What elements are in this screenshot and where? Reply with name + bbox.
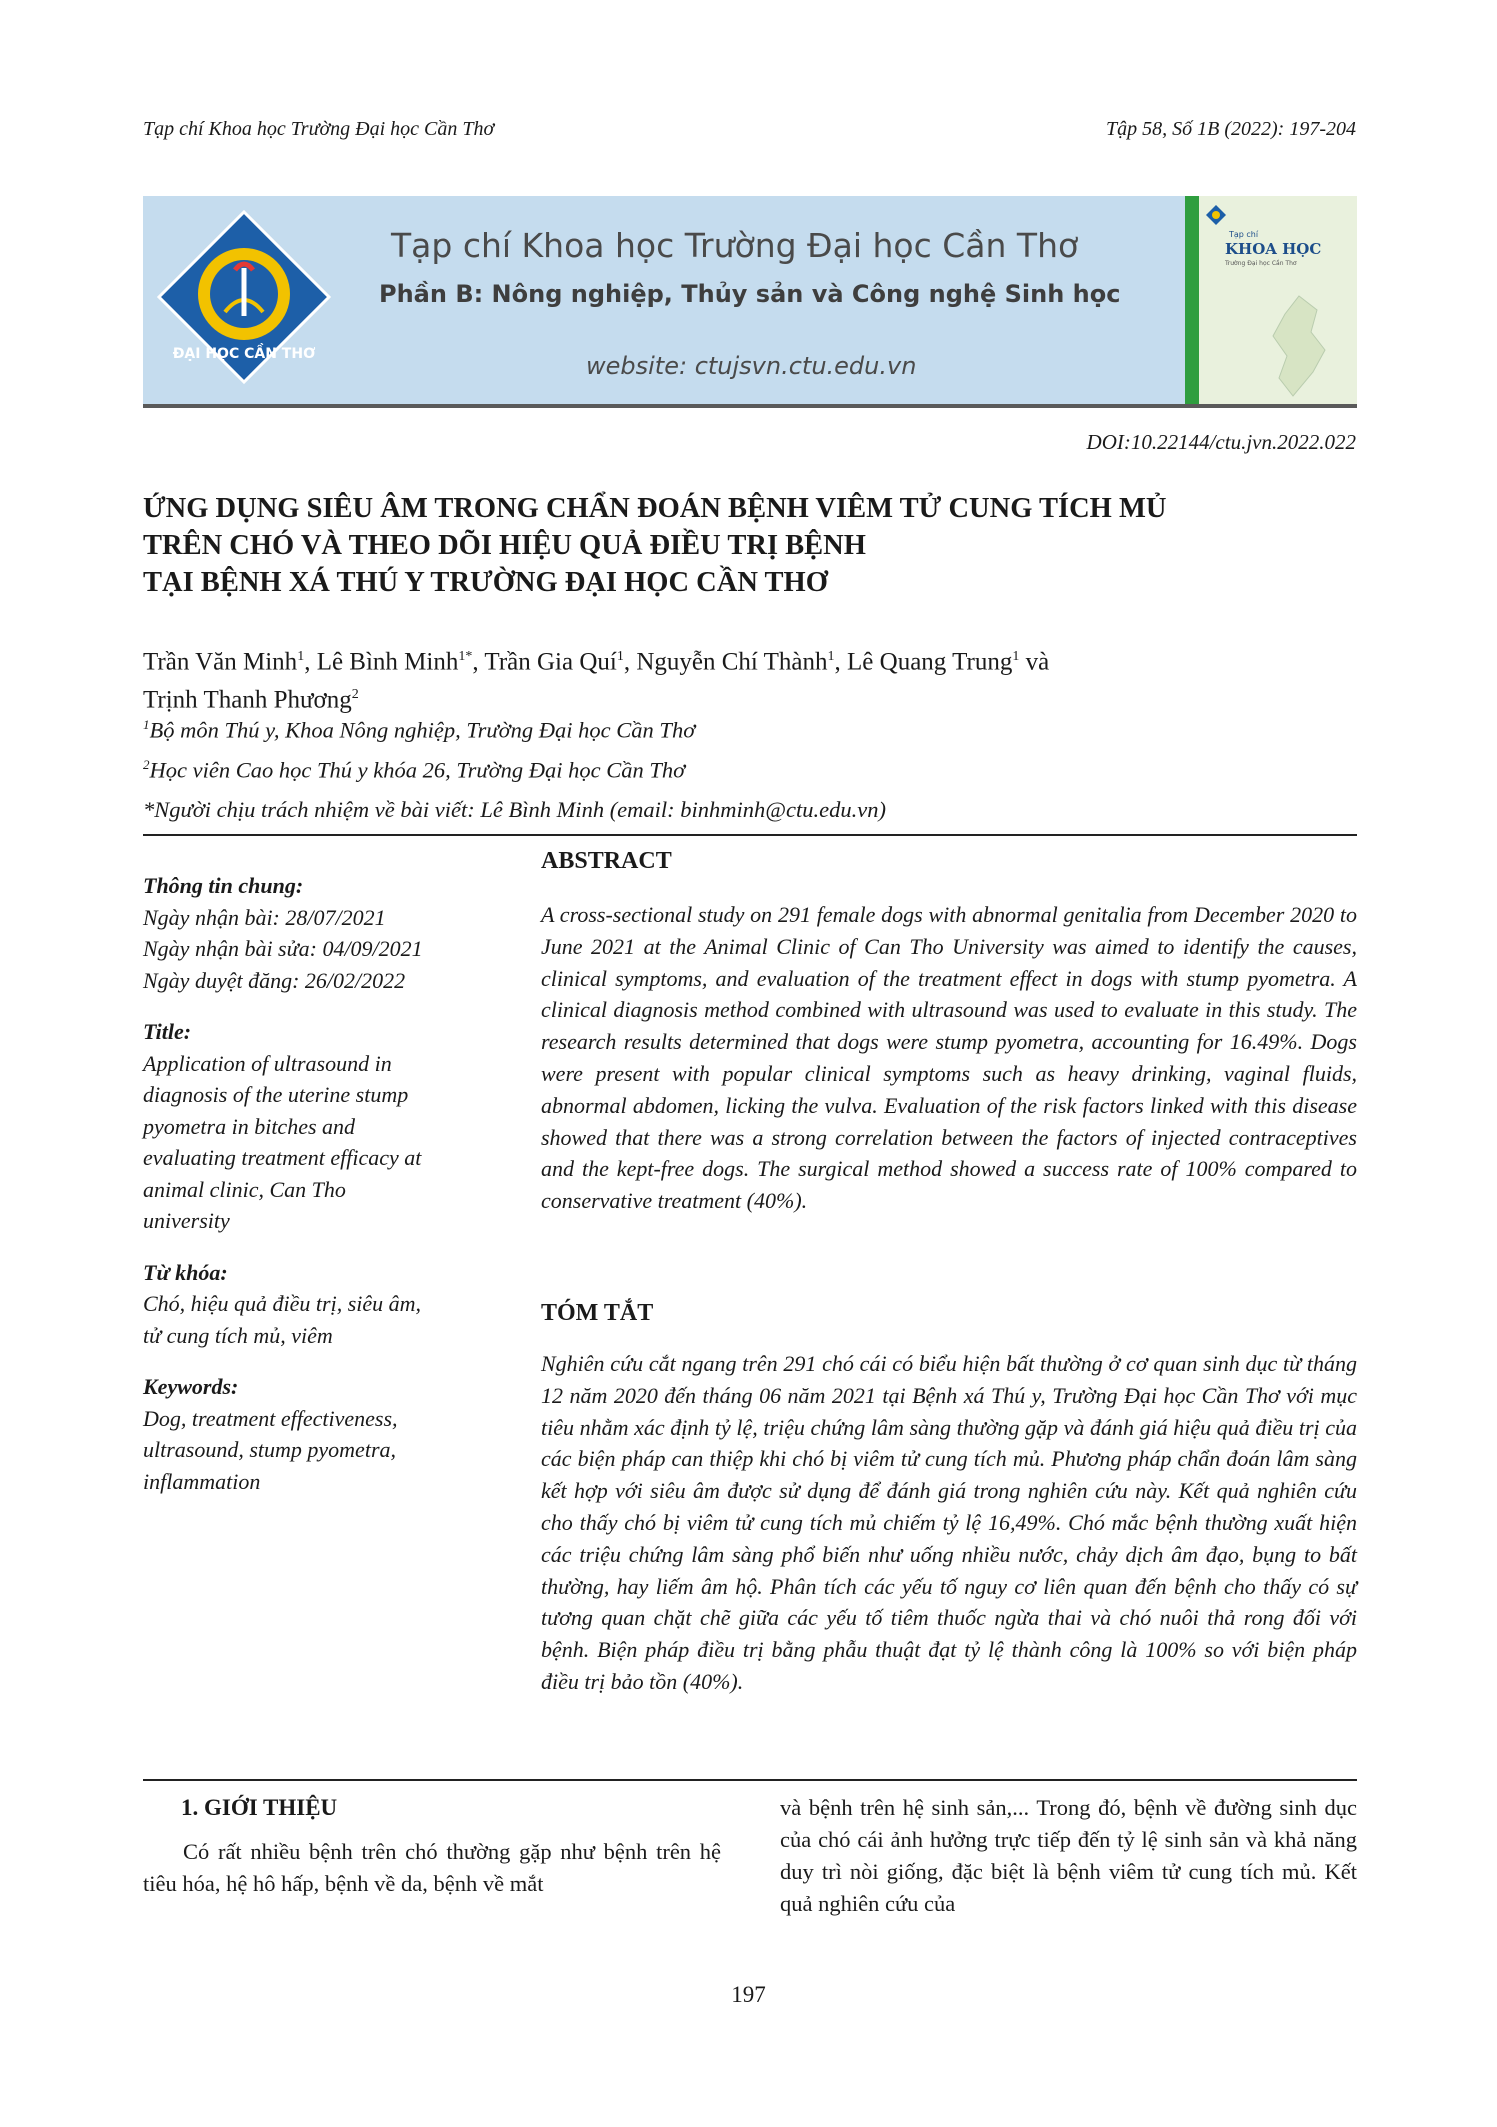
section-divider	[143, 1779, 1357, 1781]
affiliation-2	[143, 757, 685, 784]
vietnamese-abstract-heading: TÓM TẮT	[541, 1300, 654, 1326]
running-header-volume: Tập 58, Số 1B (2022): 197-204	[1106, 118, 1356, 140]
cover-title: KHOA HỌC	[1225, 240, 1322, 258]
accepted-date: Ngày duyệt đăng: 26/02/2022	[143, 967, 406, 993]
journal-banner	[143, 196, 1357, 408]
author-name: Trần Gia Quí	[484, 648, 617, 676]
cover-logo-icon	[1205, 204, 1227, 226]
journal-cover-thumbnail	[1199, 196, 1357, 404]
banner-website: website: ctujsvn.ctu.edu.vn	[586, 352, 917, 380]
info-heading: Thông tin chung:	[143, 873, 304, 898]
section-divider	[143, 834, 1357, 836]
author-affiliation-mark: 2	[351, 687, 359, 703]
author-affiliation-mark: 1*	[458, 649, 473, 664]
title-line: ỨNG DỤNG SIÊU ÂM TRONG CHẨN ĐOÁN BỆNH VIÊM TỬ CUNG TÍCH MỦ	[143, 493, 1167, 524]
english-title-heading: Title:	[143, 1019, 192, 1044]
cover-map-icon	[1259, 292, 1339, 400]
banner-title: Tạp chí Khoa học Trường Đại học Cần Thơ	[391, 226, 1079, 265]
corresponding-author: *Người chịu trách nhiệm về bài viết: Lê Bình Minh (email: binhminh@ctu.edu.vn)	[143, 797, 886, 822]
vietnamese-keywords-line: tử cung tích mủ, viêm	[143, 1322, 333, 1348]
abstract-text: A cross-sectional study on 291 female dogs with abnormal genitalia from December 2020 to June 2021 at the Animal Clinic of Can Tho University was aimed to identify the causes, clinical symptoms, and evaluation of the treatment effect in dogs with stump pyometra. A clinical diagnosis method combined with ultrasound was used to evaluate in this study. The research results determined that dogs were stump pyometra, accounting for 16.49%. Dogs were present with popular clinical symptoms such as heavy drinking, vaginal fluids, abnormal abdomen, licking the vulva. Evaluation of the risk factors linked with this disease showed that there was a strong correlation between the factors of injected contraceptives and the kept-free dogs. The surgical method showed a success rate of 100% compared to conservative treatment (40%).	[541, 902, 1357, 1214]
author-affiliation-mark: 1	[827, 649, 835, 664]
intro-paragraph-right: và bệnh trên hệ sinh sản,... Trong đó, bệnh về đường sinh dục của chó cái ảnh hưởng trực tiếp đến tỷ lệ sinh sản và khả năng duy trì nòi giống, đặc biệt là bệnh viêm tử cung tích mủ. Kết quả nghiên cứu của	[780, 1795, 1357, 1916]
affiliation-mark: 1	[143, 717, 150, 732]
author-affiliation-mark: 1	[1012, 649, 1020, 664]
english-title-line: pyometra in bitches and	[143, 1113, 356, 1139]
doi: DOI:10.22144/ctu.jvn.2022.022	[1086, 430, 1356, 454]
english-title-line: diagnosis of the uterine stump	[143, 1082, 409, 1107]
title-line: TRÊN CHÓ VÀ THEO DÕI HIỆU QUẢ ĐIỀU TRỊ BỆNH	[143, 530, 866, 561]
intro-paragraph-left: Có rất nhiều bệnh trên chó thường gặp như bệnh trên hệ tiêu hóa, hệ hô hấp, bệnh về da, bệnh về mắt	[143, 1839, 721, 1896]
article-info-sidebar	[143, 870, 503, 1497]
author-conjunction: và	[1025, 648, 1050, 676]
author-list: Trần Văn Minh$^1$, Lê Bình Minh$^{1*}$, Trần Gia Quí$^1$, Nguyễn Chí Thành$^1$, Lê Quang Trung$^1$ và Trịnh Thanh Phương$^2$	[143, 648, 1050, 714]
received-date: Ngày nhận bài: 28/07/2021	[143, 904, 386, 930]
affiliation-1	[143, 717, 695, 744]
author-affiliation-mark: 1	[297, 649, 305, 664]
section-heading-introduction: 1. GIỚI THIỆU	[181, 1795, 338, 1820]
cover-kicker: Tạp chí	[1229, 230, 1259, 239]
vietnamese-keywords-line: Chó, hiệu quả điều trị, siêu âm,	[143, 1291, 422, 1316]
revised-date: Ngày nhận bài sửa: 04/09/2021	[143, 936, 423, 961]
cover-subtitle: Trường Đại học Cần Thơ	[1225, 260, 1297, 267]
author-name: Lê Bình Minh	[316, 648, 459, 676]
english-title-line: evaluating treatment efficacy at	[143, 1145, 422, 1170]
affiliation-mark: 2	[143, 757, 150, 772]
affiliation-text: Học viên Cao học Thú y khóa 26, Trường Đại học Cần Thơ	[149, 757, 686, 783]
author-affiliation-mark: 1	[616, 649, 624, 664]
author-name: Trịnh Thanh Phương	[143, 686, 352, 714]
page-number: 197	[731, 1982, 766, 2007]
vietnamese-keywords-heading: Từ khóa:	[143, 1259, 228, 1285]
keywords-line: Dog, treatment effectiveness,	[143, 1405, 398, 1431]
banner-subtitle: Phần B: Nông nghiệp, Thủy sản và Công nghệ Sinh học	[379, 280, 1121, 308]
author-name: Lê Quang Trung	[847, 648, 1013, 676]
keywords-heading: Keywords:	[143, 1374, 239, 1399]
vietnamese-abstract-text: Nghiên cứu cắt ngang trên 291 chó cái có biểu hiện bất thường ở cơ quan sinh dục từ tháng 12 năm 2020 đến tháng 06 năm 2021 tại Bệnh xá Thú y, Trường Đại học Cần Thơ với mục tiêu nhằm xác định tỷ lệ, triệu chứng lâm sàng thường gặp và đánh giá hiệu quả điều trị của các biện pháp can thiệp khi chó bị viêm tử cung tích mủ. Phương pháp chẩn đoán lâm sàng kết hợp với siêu âm được sử dụng để đánh giá trong nghiên cứu này. Kết quả nghiên cứu cho thấy chó bị viêm tử cung tích mủ chiếm tỷ lệ 16,49%. Chó mắc bệnh thường xuất hiện các triệu chứng lâm sàng phổ biến như uống nhiều nước, chảy dịch âm đạo, bụng to bất thường, hay liếm âm hộ. Phân tích các yếu tố nguy cơ liên quan đến bệnh cho thấy có sự tương quan chặt chẽ giữa các yếu tố tiêm thuốc ngừa thai và chó nuôi thả rong đối với bệnh. Biện pháp điều trị bằng phẫu thuật đạt tỷ lệ thành công là 100% so với biện pháp điều trị bảo tồn (40%).	[541, 1351, 1357, 1694]
author-name: Trần Văn Minh	[143, 648, 298, 676]
running-header-journal: Tạp chí Khoa học Trường Đại học Cần Thơ	[143, 118, 495, 140]
svg-text:ĐẠI HỌC CẦN THƠ: ĐẠI HỌC CẦN THƠ	[172, 346, 316, 362]
author-name: Nguyễn Chí Thành	[636, 648, 828, 676]
abstract-heading: ABSTRACT	[541, 848, 672, 874]
university-logo	[155, 208, 333, 386]
affiliation-text: Bộ môn Thú y, Khoa Nông nghiệp, Trường Đại học Cần Thơ	[149, 717, 696, 743]
article-title	[143, 490, 1166, 601]
english-title-line: animal clinic, Can Tho	[143, 1176, 346, 1202]
english-title-line: Application of ultrasound in	[143, 1050, 392, 1076]
title-line: TẠI BỆNH XÁ THÚ Y TRƯỜNG ĐẠI HỌC CẦN THƠ	[143, 567, 828, 598]
keywords-line: ultrasound, stump pyometra,	[143, 1437, 396, 1462]
keywords-line: inflammation	[143, 1468, 261, 1494]
english-title-line: university	[143, 1208, 230, 1233]
